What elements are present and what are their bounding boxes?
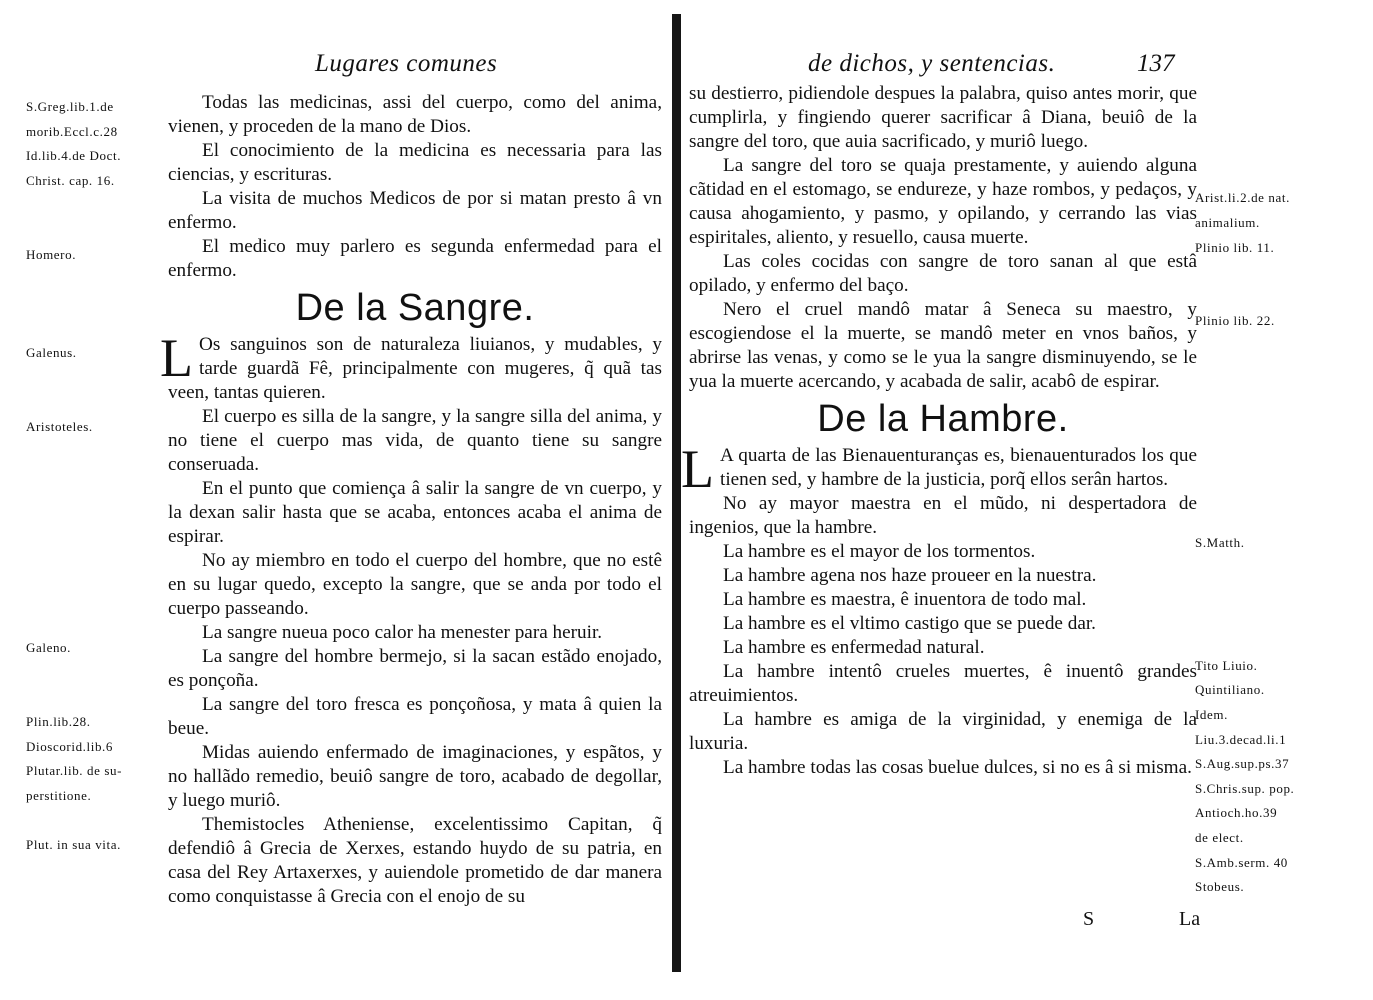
margin-note: Stobeus.	[1195, 879, 1245, 895]
paragraph-text: Nero el cruel mandô matar â Seneca su maestro, y escogiendose el la muerte, se mandô meter en vnos baños, y abrirse las venas, y como se le yua la sangre disminuyendo, se le yua la muerte acercando, y acabada de salir, acabô de espirar.	[689, 299, 1197, 392]
paragraph-text: su destierro, pidiendole despues la palabra, quiso antes morir, que cumplirla, y fingiendo querer sacrificar â Diana, beuiô de la sangre del toro, que auia sacrificado, y muriô luego.	[689, 83, 1197, 152]
signature-mark: S	[1083, 908, 1095, 930]
margin-note: S.Aug.sup.ps.37	[1195, 756, 1290, 772]
drop-initial: L	[681, 439, 714, 499]
margin-note: Tito Liuio.	[1195, 657, 1258, 673]
paragraph	[168, 813, 662, 909]
paragraph	[168, 187, 662, 235]
margin-note: Plut. in sua vita.	[26, 837, 121, 852]
margin-note: de elect.	[1195, 830, 1244, 845]
paragraph-text: La sangre del toro se quaja prestamente, y auiendo alguna cãtidad en el estomago, se endureze, y haze rombos, y pedaços, y causa ahogamiento, y pasmo, y opilando, y cerrando las vias espiritales, aliento, y resuello, causa muerte.	[689, 155, 1197, 248]
margin-note: animalium.	[1195, 215, 1260, 230]
text-block-left	[160, 91, 662, 909]
section-heading: De la Hambre.	[817, 398, 1069, 440]
opening-paragraph	[160, 328, 662, 405]
page-number: 137	[1137, 50, 1175, 77]
paragraph	[689, 492, 1197, 540]
paragraph-text: La hambre intentô crueles muertes, ê inuentô grandes atreuimientos.	[689, 661, 1197, 706]
paragraph	[168, 549, 662, 621]
paragraph-text: A quarta de las Bienauenturanças es, bienauenturados los que tienen sed, y hambre de la justicia, porq̃ ellos serân hartos.	[720, 445, 1197, 490]
drop-initial: L	[160, 328, 193, 388]
paragraph	[689, 588, 1197, 612]
paragraph-text: En el punto que comiença â salir la sangre de vn cuerpo, y la dexan salir hasta que se acaba, entonces acaba el anima de espirar.	[168, 478, 662, 547]
margin-note: Plinio lib. 22.	[1195, 313, 1275, 329]
paragraph-text: La hambre es el mayor de los tormentos.	[723, 541, 1036, 562]
paragraph-text: El cuerpo es silla de la sangre, y la sangre silla del anima, y no tiene el cuerpo mas vida, de quanto tiene su sangre conseruada.	[168, 406, 662, 475]
paragraph	[689, 540, 1197, 564]
paragraph	[689, 298, 1197, 394]
paragraph	[689, 636, 1197, 660]
running-head-left: Lugares comunes	[315, 50, 498, 77]
paragraph-text: No ay mayor maestra en el mũdo, ni despertadora de ingenios, que la hambre.	[689, 493, 1197, 538]
paragraph	[168, 621, 662, 645]
paragraph-text: Las coles cocidas con sangre de toro sanan al que estâ opilado, y enfermo del baço.	[689, 251, 1197, 296]
catchword: La	[1179, 908, 1201, 930]
paragraph-text: Todas las medicinas, assi del cuerpo, como del anima, vienen, y proceden de la mano de Dios.	[168, 92, 662, 137]
margin-note: Dioscorid.lib.6	[26, 738, 113, 754]
margin-note: Aristoteles.	[26, 418, 93, 434]
margin-note: morib.Eccl.c.28	[26, 123, 118, 139]
paragraph-text: La hambre todas las cosas buelue dulces, si no es â si misma.	[723, 757, 1192, 778]
paragraph	[689, 82, 1197, 154]
paragraph-text: La sangre del hombre bermejo, si la sacan estãdo enojado, es ponçoña.	[168, 646, 662, 691]
margin-note: Plinio lib. 11.	[1195, 239, 1275, 255]
paragraph-text: La sangre nueua poco calor ha menester para heruir.	[202, 622, 603, 643]
paragraph-text: Themistocles Atheniense, excelentissimo Capitan, q̃ defendiô â Grecia de Xerxes, estando huydo de su patria, en casa del Rey Artaxerxes, y auiendole prometido de dar manera como conquistasse â Grecia con el enojo de su	[168, 814, 662, 907]
text-block-right	[681, 82, 1197, 780]
margin-note: Liu.3.decad.li.1	[1195, 731, 1287, 747]
running-head-right: de dichos, y sentencias.	[808, 50, 1056, 77]
paragraph-text: La hambre es amiga de la virginidad, y enemiga de la luxuria.	[689, 709, 1197, 754]
paragraph-text: No ay miembro en todo el cuerpo del hombre, que no estê en su lugar quedo, excepto la sangre, que se anda por todo el cuerpo passeando.	[168, 550, 662, 619]
margin-note: S.Amb.serm. 40	[1195, 854, 1288, 870]
paragraph	[689, 250, 1197, 298]
paragraph	[168, 235, 662, 283]
paragraph-text: Midas auiendo enfermado de imaginaciones, y espãtos, y no hallãdo remedio, beuiô sangre de toro, acabado de degollar, y luego muriô.	[168, 742, 662, 811]
paragraph	[168, 91, 662, 139]
paragraph	[689, 612, 1197, 636]
margin-note: Id.lib.4.de Doct.	[26, 148, 122, 164]
margin-note: Plutar.lib. de su-	[26, 763, 123, 779]
margin-note: Quintiliano.	[1195, 682, 1265, 698]
paragraph-text: El medico muy parlero es segunda enfermedad para el enfermo.	[168, 236, 662, 281]
margin-note: Christ. cap. 16.	[26, 172, 115, 188]
paragraph-text: La hambre es enfermedad natural.	[723, 637, 985, 658]
margin-note: Antioch.ho.39	[1195, 805, 1278, 821]
paragraph	[689, 660, 1197, 708]
margin-note: S.Greg.lib.1.de	[26, 99, 114, 114]
opening-paragraph	[681, 439, 1197, 499]
margin-note: Galeno.	[26, 640, 71, 656]
margin-note: Idem.	[1195, 707, 1228, 722]
paragraph	[168, 139, 662, 187]
margin-note: S.Matth.	[1195, 534, 1245, 550]
paragraph-text: Os sanguinos son de naturaleza liuianos, y mudables, y tarde guardã Fê, principalmente con mugeres, q̃ quã tas veen, tantas quieren.	[168, 334, 662, 403]
margin-note: perstitione.	[26, 787, 92, 803]
margin-note: Arist.li.2.de nat.	[1195, 190, 1290, 206]
paragraph	[168, 741, 662, 813]
paragraph-text: El conocimiento de la medicina es necessaria para las ciencias, y escrituras.	[168, 140, 662, 185]
paragraph	[168, 693, 662, 741]
paragraph-text: La sangre del toro fresca es ponçoñosa, y mata â quien la beue.	[168, 694, 662, 739]
right-page	[681, 0, 1373, 1000]
paragraph	[689, 154, 1197, 250]
gutter-rule	[672, 14, 681, 972]
paragraph-text: La hambre es maestra, ê inuentora de todo mal.	[723, 589, 1087, 610]
paragraph	[168, 477, 662, 549]
paragraph-text: La hambre es el vltimo castigo que se puede dar.	[723, 613, 1096, 634]
margin-note: S.Chris.sup. pop.	[1195, 780, 1295, 796]
margin-note: Galenus.	[26, 345, 77, 360]
paragraph	[168, 405, 662, 477]
paragraph	[689, 708, 1197, 756]
paragraph	[689, 756, 1197, 780]
left-page	[0, 0, 672, 1000]
section-heading: De la Sangre.	[295, 287, 535, 329]
margin-note: Homero.	[26, 246, 77, 262]
paragraph	[168, 645, 662, 693]
margin-note: Plin.lib.28.	[26, 714, 91, 729]
paragraph-text: La visita de muchos Medicos de por si matan presto â vn enfermo.	[168, 188, 662, 233]
paragraph-text: La hambre agena nos haze proueer en la nuestra.	[723, 565, 1097, 586]
paragraph	[689, 564, 1197, 588]
